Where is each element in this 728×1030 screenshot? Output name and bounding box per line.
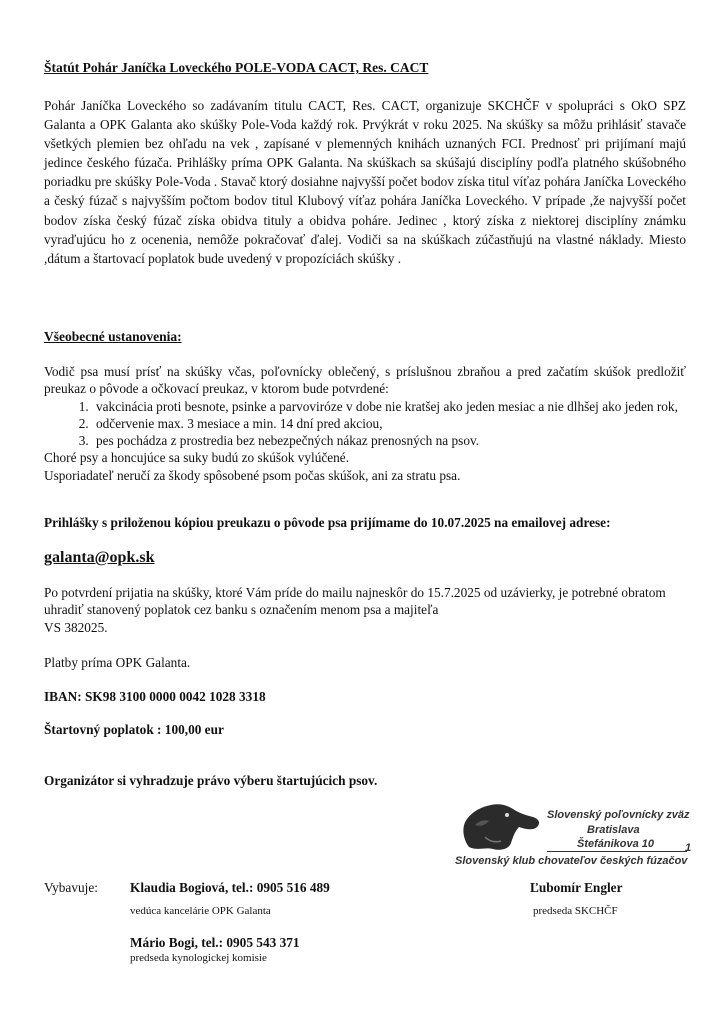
variable-symbol: VS 382025. (44, 619, 108, 635)
confirmation-text: Po potvrdení prijatia na skúšky, ktoré Vám príde do mailu najneskôr do 15.7.2025 od uzávierky, je potrebné obratom uhradiť stanovený poplatok cez banku s označením menom psa a majiteľa (44, 585, 666, 618)
general-lead: Vodič psa musí prísť na skúšky včas, poľovnícky oblečený, s príslušnou zbraňou a pred začatím skúšok predložiť preukaz o pôvode a očkovací preukaz, v ktorom bude potvrdené: (44, 364, 686, 397)
application-deadline: Prihlášky s priloženou kópiou preukazu o pôvode psa prijímame do 10.07.2025 na emailovej adrese: (44, 515, 611, 530)
dog-head-icon (455, 797, 545, 853)
requirement-item: 3. pes pochádza z prostredia bez nebezpečných nákaz prenosných na psov. (92, 432, 686, 449)
general-note-sick: Choré psy a honcujúce sa suky budú zo skúšok vylúčené. (44, 450, 350, 466)
iban-line: IBAN: SK98 3100 0000 0042 1028 3318 (44, 689, 266, 704)
payments-note: Platby príma OPK Galanta. (44, 655, 191, 670)
contact-1-name: Klaudia Bogiová, tel.: 0905 516 489 (130, 880, 330, 895)
general-heading: Všeobecné ustanovenia: (44, 329, 182, 344)
contact-label: Vybavuje: (44, 880, 98, 895)
general-provisions (44, 363, 686, 484)
general-note-liability: Usporiadateľ neručí za škody spôsobené psom počas skúšok, ani za stratu psa. (44, 467, 461, 483)
contact-1-role: vedúca kancelárie OPK Galanta (130, 905, 271, 917)
starting-fee: Štartovný poplatok : 100,00 eur (44, 722, 224, 737)
stamp-line-1: Slovenský poľovnícky zväz (547, 809, 690, 821)
club-stamp (455, 797, 695, 877)
document-title: Štatút Pohár Janíčka Loveckého POLE-VODA CACT, Res. CACT (44, 60, 429, 75)
contact-2-role: predseda kynologickej komisie (130, 952, 267, 964)
signatory-name: Ľubomír Engler (530, 880, 623, 895)
stamp-line-3: Štefánikova 10 (577, 838, 655, 850)
signatory-role: predseda SKCHČF (533, 905, 618, 917)
contact-2-name: Mário Bogi, tel.: 0905 543 371 (130, 935, 300, 950)
requirement-item: 1. vakcinácia proti besnote, psinke a parvoviróze v dobe nie kratšej ako jeden mesiac a nie dlhšej ako jeden rok, (92, 398, 686, 415)
organizer-note: Organizátor si vyhradzuje právo výberu štartujúcich psov. (44, 773, 378, 788)
intro-paragraph: Pohár Janíčka Loveckého so zadávaním titulu CACT, Res. CACT, organizuje SKCHČF v spolupráci s OkO SPZ Galanta a OPK Galanta ako skúšky Pole-Voda každý rok. Prvýkrát v roku 2025. Na skúšky sa môžu prihlásiť stavače všetkých plemien bez ohľadu na vek , zapísané v plemenných knihách uznaných FCI. Prednosť pri prijímaní majú jedince českého fúzača. Prihlášky príma OPK Galanta. Na skúškach sa skúšajú disciplíny podľa platného skúšobného poriadku pre skúšky Pole-Voda . Stavač ktorý dosiahne najvyšší počet bodov získa titul víťaz pohára Janíčka Loveckého a český fúzač s najvyšším počtom bodov titul Klubový víťaz pohára Janíčka Loveckého. V prípade ,že najvyšší počet bodov získa český fúzač získa obidva tituly a obidva poháre. Jedinec , ktorý získa z niektorej disciplíny známku vyraďujúcu ho z ocenenia, nemôže pokračovať ďalej. Vodiči sa na skúškach zúčastňujú na vlastné náklady. Miesto ,dátum a štartovací poplatok bude uvedený v propozíciách skúšky . (44, 98, 686, 266)
requirements-list (44, 398, 686, 450)
stamp-rule (547, 851, 687, 852)
email-link[interactable]: galanta@opk.sk (44, 549, 155, 566)
requirement-item: 2. odčervenie max. 3 mesiace a min. 14 dní pred akciou, (92, 415, 686, 432)
stamp-line-4: Slovenský klub chovateľov českých fúzačov (455, 855, 688, 867)
confirmation-paragraph (44, 584, 686, 636)
stamp-line-2: Bratislava (587, 824, 640, 836)
stamp-number: 1 (685, 842, 692, 854)
